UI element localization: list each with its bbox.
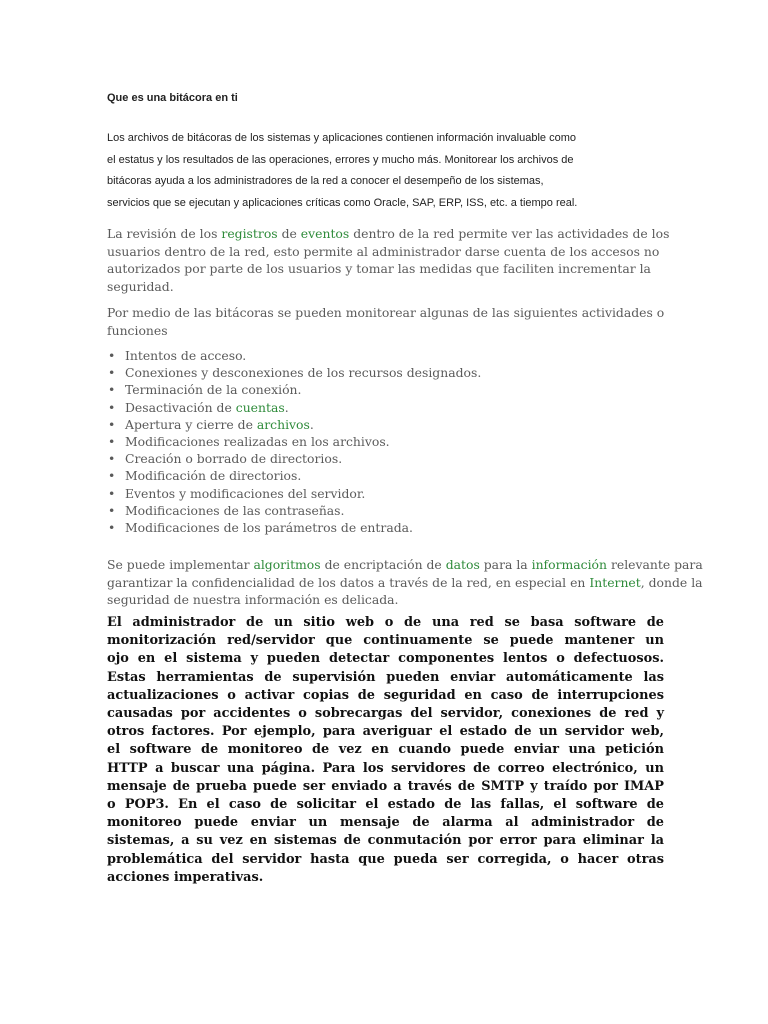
list-item [107, 399, 481, 416]
list-item-text: Modificaciones de los parámetros de entrada. [125, 520, 413, 536]
list-item-text: Modificaciones de las contraseñas. [125, 502, 345, 518]
bullet-icon: • [108, 382, 116, 398]
text-run: La revisión de los [107, 226, 222, 241]
registros-link[interactable]: registros [221, 226, 278, 241]
paragraph-line: El administrador de un sitio web o de una red se basa software de [107, 615, 664, 630]
bullet-icon: • [108, 451, 116, 467]
log-review-paragraph [107, 225, 670, 295]
bullet-icon: • [108, 434, 116, 450]
paragraph-line [107, 574, 703, 592]
paragraph-line: mensaje de prueba puede ser enviado a través de SMTP y traído por IMAP [107, 778, 664, 794]
bullet-icon: • [108, 485, 116, 501]
paragraph-line: Por medio de las bitácoras se pueden monitorear algunas de las siguientes actividades o [107, 305, 665, 320]
list-item-text: Modificaciones realizadas en los archivos. [125, 434, 390, 450]
list-item [107, 347, 481, 364]
paragraph-line: actualizaciones o activar copias de seguridad en caso de interrupciones [107, 687, 664, 703]
paragraph-line: otros factores. Por ejemplo, para averiguar el estado de un servidor web, [107, 724, 664, 740]
intro-line: Los archivos de bitácoras de los sistemas y aplicaciones contienen información invaluable como [107, 132, 576, 144]
text-run: para la [479, 557, 532, 572]
list-item [107, 502, 481, 519]
text-run: dentro de la red permite ver las actividades de los [349, 226, 670, 241]
paragraph-line: el software de monitoreo de vez en cuando puede enviar una petición [107, 742, 664, 758]
text-run: relevante para [607, 557, 703, 572]
paragraph-line: ojo en el sistema y pueden detectar componentes lentos o defectuosos. [107, 651, 664, 667]
intro-line: el estatus y los resultados de las operaciones, errores y mucho más. Monitorear los archivos de [107, 153, 574, 166]
list-item [107, 416, 481, 433]
list-item [107, 364, 481, 381]
list-item-text: Modificación de directorios. [125, 468, 302, 484]
paragraph-line: autorizados por parte de los usuarios y tomar las medidas que faciliten incrementar la [107, 261, 651, 276]
bullet-icon: • [108, 365, 116, 381]
activities-list [107, 347, 481, 536]
paragraph-line: problemática del servidor hasta que pueda ser corregida, o hacer otras [107, 851, 664, 867]
list-item [107, 381, 481, 398]
text-run: de [277, 226, 301, 241]
paragraph-line: monitoreo puede enviar un mensaje de alarma al administrador de [107, 815, 664, 831]
list-item [107, 467, 481, 484]
datos-link[interactable]: datos [445, 557, 480, 572]
paragraph-line: Estas herramientas de supervisión pueden enviar automáticamente las [107, 669, 664, 685]
list-item-text: . [284, 399, 289, 415]
paragraph-line: usuarios dentro de la red, esto permite al administrador darse cuenta de los accesos no [107, 243, 660, 259]
text-run: , donde la [640, 574, 703, 590]
bullet-icon: • [108, 348, 116, 363]
list-item-text: Conexiones y desconexiones de los recursos designados. [125, 365, 482, 381]
text-run: Se puede implementar [107, 557, 254, 572]
internet-link[interactable]: Internet [589, 574, 641, 590]
paragraph-line: funciones [107, 322, 168, 338]
paragraph-line: acciones imperativas. [107, 869, 264, 885]
bullet-icon: • [108, 502, 116, 518]
informacion-link[interactable]: información [531, 557, 607, 572]
bullet-icon: • [108, 416, 116, 432]
server-monitoring-paragraph [107, 614, 664, 887]
bullet-icon: • [108, 399, 116, 415]
paragraph-line [107, 225, 670, 243]
list-item [107, 433, 481, 450]
algoritmos-link[interactable]: algoritmos [253, 557, 321, 572]
bullet-icon: • [108, 520, 116, 536]
list-item-text: Apertura y cierre de [125, 416, 257, 432]
eventos-link[interactable]: eventos [300, 226, 350, 241]
text-run: de encriptación de [320, 557, 446, 572]
list-item [107, 519, 481, 536]
list-item [107, 485, 481, 502]
cuentas-link[interactable]: cuentas [235, 399, 285, 415]
intro-paragraph [107, 128, 667, 214]
list-item-text: Intentos de acceso. [125, 348, 247, 363]
text-run: garantizar la confidencialidad de los datos a través de la red, en especial en [107, 574, 590, 590]
paragraph-line: causadas por accidentes o sobrecargas del servidor, conexiones de red y [107, 706, 664, 722]
bullet-icon: • [108, 468, 116, 484]
list-item-text: Desactivación de [125, 399, 236, 415]
encryption-paragraph [107, 556, 703, 609]
paragraph-line [107, 556, 703, 574]
paragraph-line: monitorización red/servidor que continuamente se puede mantener un [107, 633, 664, 649]
paragraph-line: sistemas, a su vez en sistemas de conmutación por error para eliminar la [107, 833, 664, 849]
paragraph-line: seguridad. [107, 278, 174, 294]
archivos-link[interactable]: archivos [256, 416, 310, 432]
intro-line: servicios que se ejecutan y aplicaciones críticas como Oracle, SAP, ERP, ISS, etc. a tiempo real. [107, 196, 578, 209]
paragraph-line: HTTP a buscar una página. Para los servidores de correo electrónico, un [107, 760, 664, 776]
list-item [107, 450, 481, 467]
list-item-text: Terminación de la conexión. [125, 382, 302, 398]
list-item-text: Eventos y modificaciones del servidor. [125, 485, 366, 501]
paragraph-line: seguridad de nuestra información es delicada. [107, 592, 399, 607]
list-item-text: . [309, 416, 314, 432]
document-title: Que es una bitácora en ti [107, 92, 238, 104]
list-item-text: Creación o borrado de directorios. [125, 451, 343, 467]
intro-line: bitácoras ayuda a los administradores de la red a conocer el desempeño de los sistemas, [107, 175, 544, 187]
paragraph-line: o POP3. En el caso de solicitar el estado de las fallas, el software de [107, 797, 664, 813]
monitoring-intro-paragraph [107, 304, 667, 339]
